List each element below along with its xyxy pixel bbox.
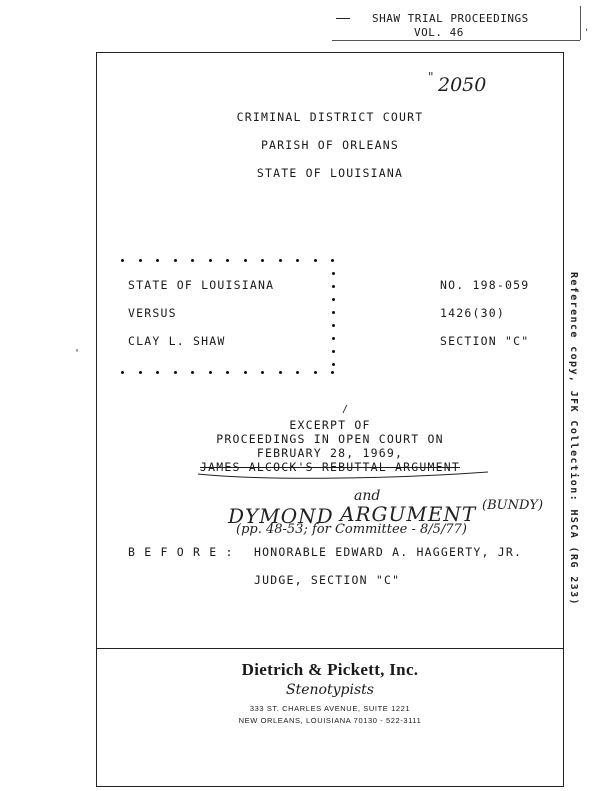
caption-versus: VERSUS bbox=[128, 306, 177, 320]
court-section: SECTION "C" bbox=[440, 334, 530, 348]
caption-dot bbox=[314, 259, 317, 262]
handwritten-insert: and bbox=[354, 488, 381, 504]
excerpt-title: EXCERPT OF bbox=[289, 418, 371, 432]
before-label: B E F O R E : bbox=[128, 545, 234, 559]
excerpt-date: FEBRUARY 28, 1969, bbox=[256, 446, 404, 460]
caption-dot bbox=[331, 371, 334, 374]
case-number: NO. 198-059 bbox=[440, 278, 530, 292]
caption-dot bbox=[279, 371, 282, 374]
company-name: Dietrich & Pickett, Inc. bbox=[241, 660, 419, 679]
underline-scribble bbox=[196, 470, 492, 484]
handwritten-bundy: (BUNDY) bbox=[482, 498, 544, 513]
caption-defendant: CLAY L. SHAW bbox=[128, 334, 226, 348]
judge-name: HONORABLE EDWARD A. HAGGERTY, JR. bbox=[254, 545, 523, 559]
caption-dot bbox=[209, 259, 212, 262]
caption-dot bbox=[332, 285, 335, 288]
caption-dot bbox=[244, 259, 247, 262]
caption-plaintiff: STATE OF LOUISIANA bbox=[128, 278, 275, 292]
caption-dot bbox=[296, 371, 299, 374]
page-number: 2050 bbox=[438, 74, 487, 96]
caption-dot bbox=[209, 371, 212, 374]
caption-dot bbox=[226, 259, 229, 262]
caption-dot bbox=[121, 259, 124, 262]
page-number-mark: " bbox=[428, 70, 434, 84]
caption-dot bbox=[226, 371, 229, 374]
caption-dot bbox=[332, 324, 335, 327]
handwritten-name: DYMOND bbox=[228, 504, 334, 528]
excerpt-proceedings: PROCEEDINGS IN OPEN COURT ON bbox=[216, 432, 444, 446]
caption-dot bbox=[139, 259, 142, 262]
court-state: STATE OF LOUISIANA bbox=[256, 166, 404, 180]
volume-label-number: VOL. 46 bbox=[414, 26, 464, 39]
caption-dot bbox=[156, 371, 159, 374]
court-parish: PARISH OF ORLEANS bbox=[260, 138, 400, 152]
volume-label-title: SHAW TRIAL PROCEEDINGS bbox=[372, 12, 529, 25]
caption-dot bbox=[332, 337, 335, 340]
stenographer-footer bbox=[96, 660, 564, 725]
caption-dot bbox=[139, 371, 142, 374]
caption-dot bbox=[332, 272, 335, 275]
company-address: 333 ST. CHARLES AVENUE, SUITE 1221 bbox=[249, 704, 411, 713]
caption-dot bbox=[261, 371, 264, 374]
judge-title: JUDGE, SECTION "C" bbox=[254, 573, 401, 587]
caption-dot bbox=[261, 259, 264, 262]
struck-argument: JAMES ALCOCK'S REBUTTAL ARGUMENT bbox=[200, 460, 460, 474]
company-subtitle: Stenotypists bbox=[286, 682, 374, 698]
handwritten-argument: ARGUMENT bbox=[340, 502, 477, 526]
caption-dot bbox=[332, 311, 335, 314]
caption-dot bbox=[279, 259, 282, 262]
company-city: NEW ORLEANS, LOUISIANA 70130 - 522-3111 bbox=[238, 716, 422, 725]
stray-mark: / bbox=[342, 404, 349, 415]
caption-dot bbox=[121, 371, 124, 374]
label-tick: ' bbox=[584, 28, 590, 38]
caption-dot bbox=[244, 371, 247, 374]
caption-dot bbox=[332, 350, 335, 353]
court-name: CRIMINAL DISTRICT COURT bbox=[236, 110, 424, 124]
caption-dot bbox=[174, 259, 177, 262]
caption-dot bbox=[314, 371, 317, 374]
caption-dot bbox=[331, 259, 334, 262]
caption-dot bbox=[296, 259, 299, 262]
caption-dot bbox=[156, 259, 159, 262]
caption-dot bbox=[332, 298, 335, 301]
docket-number: 1426(30) bbox=[440, 306, 505, 320]
caption-dot bbox=[191, 259, 194, 262]
reference-stamp: Reference copy, JFK Collection: HSCA (RG 233) bbox=[568, 272, 579, 606]
caption-dot bbox=[174, 371, 177, 374]
handwritten-pages: (pp. 48-53; for Committee - 8/5/77) bbox=[236, 522, 467, 537]
caption-dot bbox=[191, 371, 194, 374]
caption-dot bbox=[332, 363, 335, 366]
margin-mark: ' bbox=[74, 348, 81, 359]
